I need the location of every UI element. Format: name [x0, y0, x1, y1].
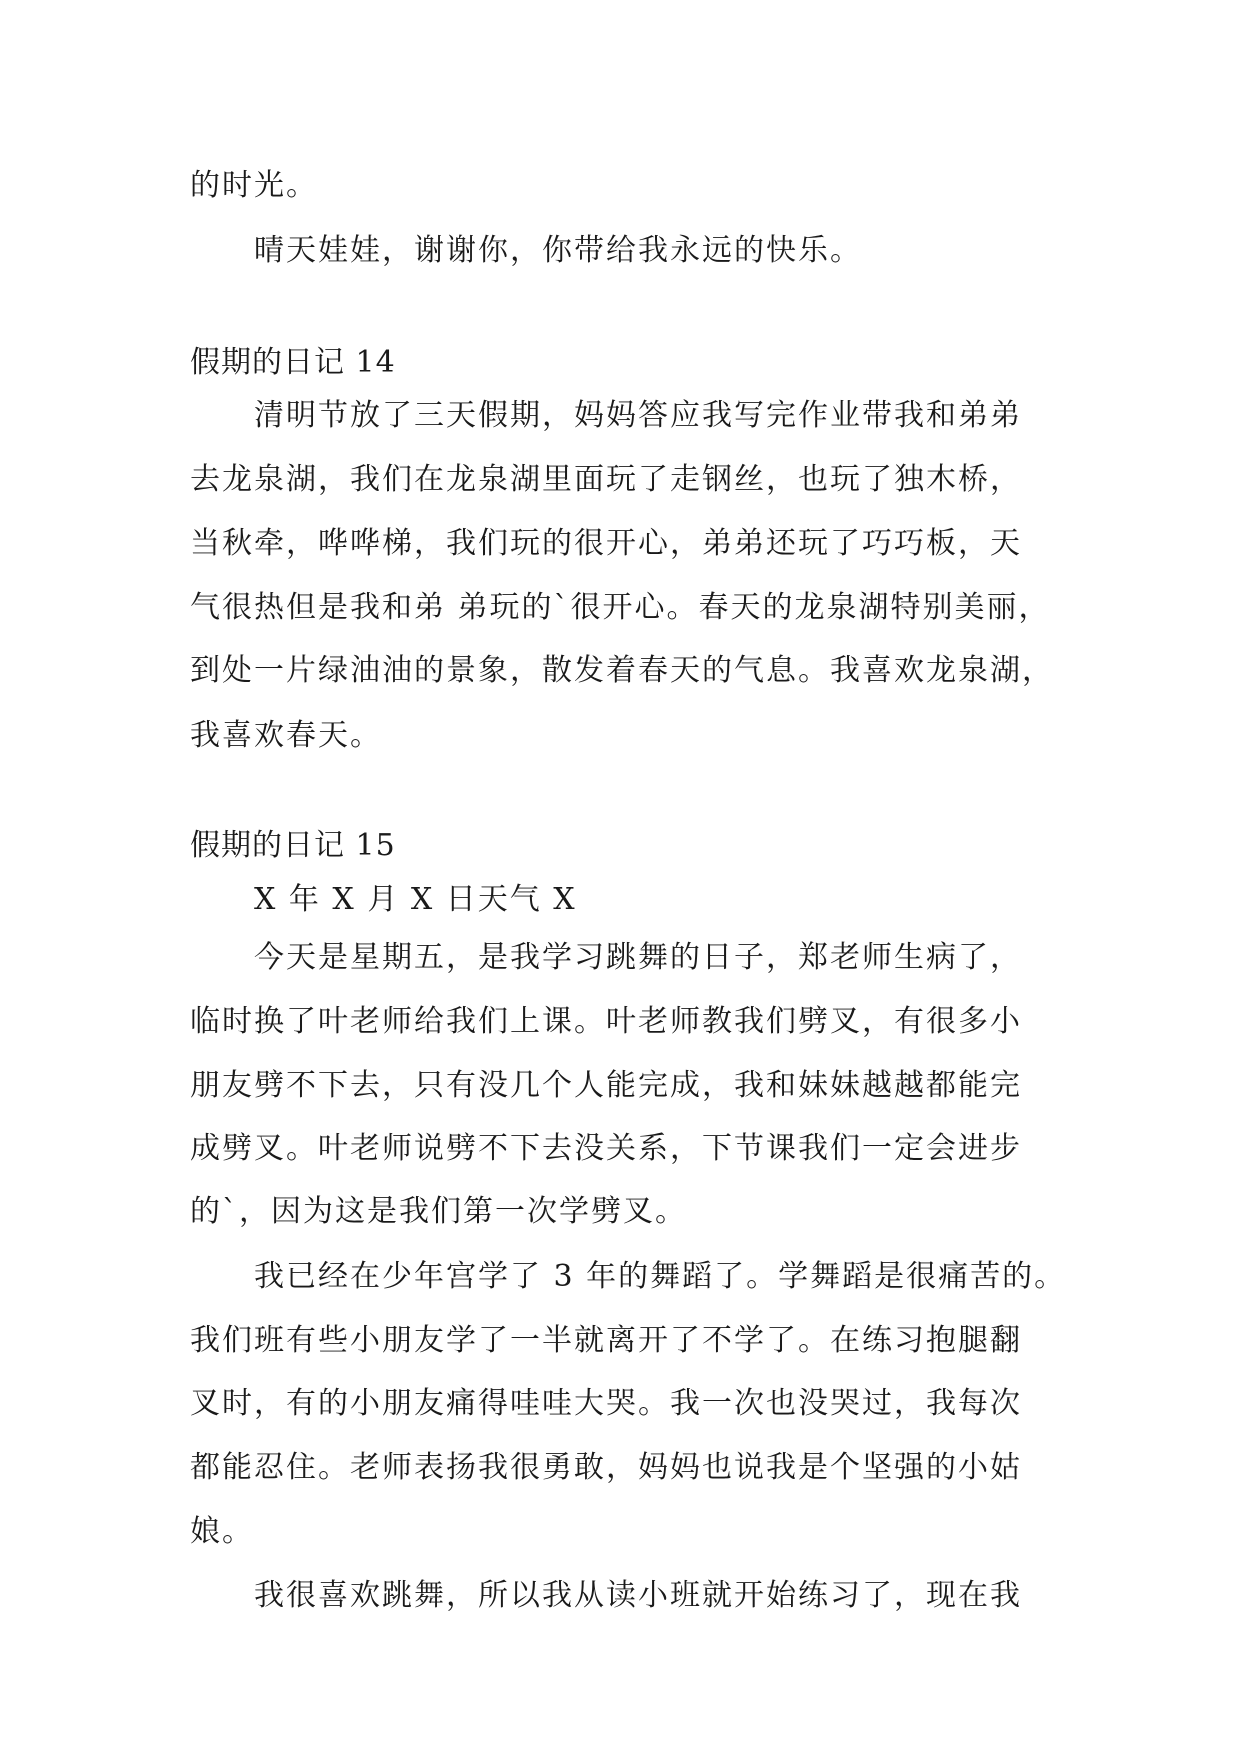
- text-line: 我喜欢春天。: [190, 718, 382, 753]
- text-line: 晴天娃娃，谢谢你，你带给我永远的快乐。: [254, 233, 862, 268]
- text-line: 去龙泉湖，我们在龙泉湖里面玩了走钢丝，也玩了独木桥，: [190, 462, 1022, 497]
- text-line: 我很喜欢跳舞，所以我从读小班就开始练习了，现在我: [254, 1578, 1022, 1613]
- text-line: 气很热但是我和弟 弟玩的`很开心。春天的龙泉湖特别美丽，: [190, 590, 1051, 625]
- text-line: 今天是星期五，是我学习跳舞的日子，郑老师生病了，: [254, 940, 1022, 975]
- text-line: 的时光。: [190, 168, 318, 203]
- text-line: 叉时，有的小朋友痛得哇哇大哭。我一次也没哭过，我每次: [190, 1386, 1022, 1421]
- date-weather-line: X 年 X 月 X 日天气 X: [254, 882, 577, 917]
- text-line: 都能忍住。老师表扬我很勇敢，妈妈也说我是个坚强的小姑: [190, 1450, 1022, 1485]
- section-heading: 假期的日记 14: [190, 345, 396, 380]
- text-line: 成劈叉。叶老师说劈不下去没关系，下节课我们一定会进步: [190, 1131, 1022, 1166]
- text-line: 当秋牵，哗哗梯，我们玩的很开心，弟弟还玩了巧巧板，天: [190, 526, 1022, 561]
- text-line: 临时换了叶老师给我们上课。叶老师教我们劈叉，有很多小: [190, 1004, 1022, 1039]
- text-line: 我们班有些小朋友学了一半就离开了不学了。在练习抱腿翻: [190, 1323, 1022, 1358]
- text-line: 清明节放了三天假期，妈妈答应我写完作业带我和弟弟: [254, 398, 1022, 433]
- text-line: 的`，因为这是我们第一次学劈叉。: [190, 1194, 687, 1229]
- section-heading: 假期的日记 15: [190, 828, 396, 863]
- text-line: 朋友劈不下去，只有没几个人能完成，我和妹妹越越都能完: [190, 1068, 1022, 1103]
- text-line: 我已经在少年宫学了 3 年的舞蹈了。学舞蹈是很痛苦的。: [254, 1259, 1067, 1294]
- text-line: 到处一片绿油油的景象，散发着春天的气息。我喜欢龙泉湖，: [190, 653, 1054, 688]
- text-line: 娘。: [190, 1514, 254, 1549]
